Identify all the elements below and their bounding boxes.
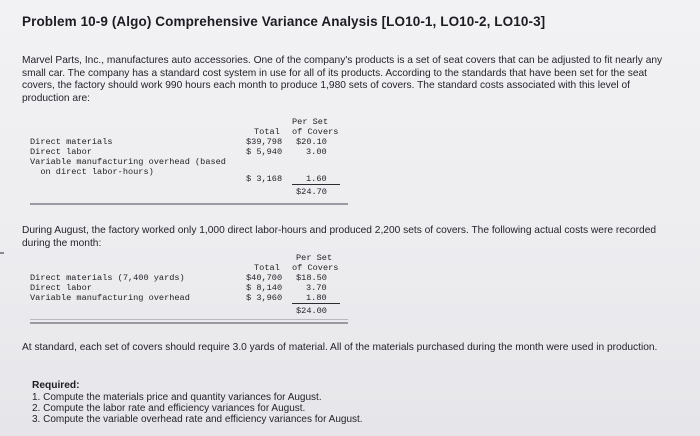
standard-grand-total: $24.70 bbox=[296, 187, 327, 197]
row-total-direct-materials: $40,700 bbox=[246, 273, 283, 283]
row-label-direct-materials: Direct materials bbox=[30, 137, 113, 147]
row-per-set-direct-materials: $20.10 bbox=[296, 137, 327, 147]
standard-note-paragraph: At standard, each set of covers should require 3.0 yards of material. All of the materials purchased during the month were used in production. bbox=[22, 342, 658, 353]
header-per-set: Per Set bbox=[296, 253, 333, 263]
row-total-direct-materials: $39,798 bbox=[246, 137, 283, 147]
row-label-direct-materials: Direct materials (7,400 yards) bbox=[30, 273, 185, 283]
intro-paragraph: Marvel Parts, Inc., manufactures auto accessories. One of the company's products is a set of seat covers that can be adjusted to fit nearly any small car. The company has a standard cost system in use for all of its products. According to the standards that have been set for the seat covers, the factory should work 990 hours each month to produce 1,980 sets of covers. The standard costs associated with this level of production are: bbox=[22, 55, 663, 104]
required-item-1: 1. Compute the materials price and quantity variances for August. bbox=[32, 392, 322, 403]
row-total-direct-labor: $ 5,940 bbox=[246, 147, 283, 157]
row-per-set-variable-overhead: 1.80 bbox=[306, 293, 327, 303]
row-label-variable-overhead: Variable manufacturing overhead bbox=[30, 293, 190, 303]
required-list bbox=[32, 392, 363, 426]
actual-grand-total: $24.00 bbox=[296, 306, 327, 316]
august-paragraph: During August, the factory worked only 1,000 direct labor-hours and produced 2,200 sets of covers. The following actual costs were recorded during the month: bbox=[22, 225, 657, 249]
row-total-variable-overhead: $ 3,960 bbox=[246, 293, 283, 303]
row-per-set-direct-labor: 3.00 bbox=[306, 147, 327, 157]
table-bottom-rule bbox=[30, 319, 348, 320]
row-per-set-direct-labor: 3.70 bbox=[306, 283, 327, 293]
table-bottom-rule-2 bbox=[30, 322, 348, 324]
required-item-2: 2. Compute the labor rate and efficiency variances for August. bbox=[32, 403, 306, 415]
row-total-variable-overhead: $ 3,168 bbox=[246, 174, 283, 184]
subtotal-underline bbox=[292, 184, 340, 185]
header-per-set: Per Set bbox=[292, 117, 329, 127]
required-item-3: 3. Compute the variable overhead rate and efficiency variances for August. bbox=[32, 414, 363, 426]
standard-cost-table bbox=[30, 117, 348, 207]
header-of-covers: of Covers bbox=[292, 127, 339, 137]
row-label-variable-overhead: Variable manufacturing overhead (based bbox=[30, 157, 226, 167]
problem-title: Problem 10-9 (Algo) Comprehensive Variance Analysis [LO10-1, LO10-2, LO10-3] bbox=[22, 14, 546, 29]
header-of-covers: of Covers bbox=[292, 263, 339, 273]
required-heading: Required: bbox=[32, 380, 80, 391]
row-per-set-variable-overhead: 1.60 bbox=[306, 174, 327, 184]
left-edge-mark bbox=[0, 252, 4, 254]
header-total: Total bbox=[254, 263, 280, 273]
row-per-set-direct-materials: $18.50 bbox=[296, 273, 327, 283]
row-label-direct-labor: Direct labor bbox=[30, 147, 92, 157]
row-total-direct-labor: $ 8,140 bbox=[246, 283, 283, 293]
header-total: Total bbox=[254, 127, 280, 137]
row-label-direct-labor-hours: on direct labor-hours) bbox=[30, 167, 154, 177]
subtotal-underline bbox=[292, 303, 340, 304]
actual-cost-table bbox=[30, 253, 348, 323]
row-label-direct-labor: Direct labor bbox=[30, 283, 92, 293]
table-bottom-rule bbox=[30, 203, 348, 205]
